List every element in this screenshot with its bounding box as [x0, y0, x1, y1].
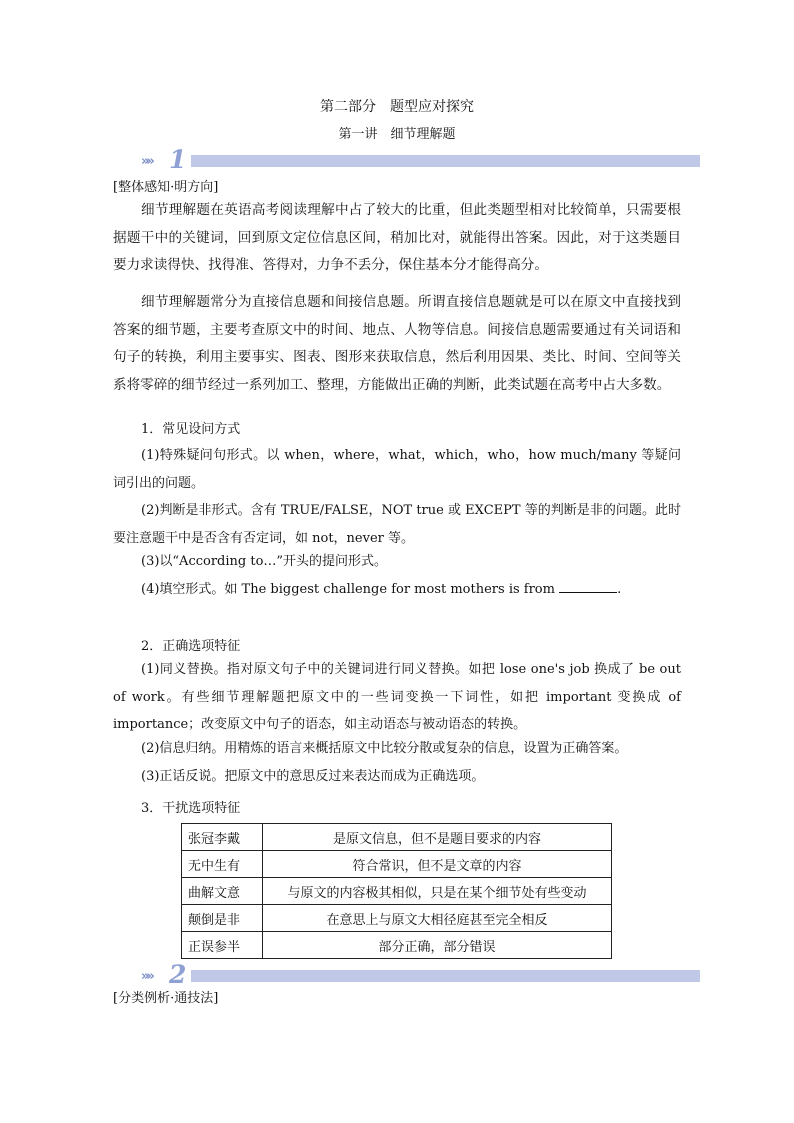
- table-row: [182, 878, 612, 905]
- table-cell-desc: 符合常识，但不是文章的内容: [263, 851, 612, 878]
- blank-end: .: [617, 582, 622, 597]
- intro-paragraph: 细节理解题在英语高考阅读理解中占了较大的比重，但此类题型相对比较简单，只需要根据题干中的关键词，回到原文定位信息区间，稍加比对，就能得出答案。因此，对于这类题目要力求读得快、找得准、答得对，力争不丢分，保住基本分才能得高分。: [113, 202, 681, 273]
- subsection-heading: 2．正确选项特征: [141, 639, 241, 654]
- section-band-1: [141, 145, 700, 174]
- subsection-heading: 3．干扰选项特征: [141, 801, 241, 816]
- table-cell-desc: 是原文信息，但不是题目要求的内容: [263, 824, 612, 851]
- section-number: 2: [169, 960, 187, 989]
- section-band-2: [141, 960, 700, 989]
- list-item: (3)以“According to…”开头的提问形式。: [141, 554, 388, 569]
- list-item-fill-blank: [141, 578, 621, 597]
- table-cell-desc: 在意思上与原文大相径庭甚至完全相反: [263, 905, 612, 932]
- table-row: [182, 905, 612, 932]
- fill-blank-line: [559, 580, 617, 593]
- list-item: (1)同义替换。指对原文句子中的关键词进行同义替换。如把 lose one's job 换成了 be out of work。有些细节理解题把原文中的一些词变换一下词性，如把 important 变换成 of importance；改变原文中句子的语态，如主动语态与被动语态的转换。: [113, 662, 681, 732]
- intro-paragraph: 细节理解题常分为直接信息题和间接信息题。所谓直接信息题就是可以在原文中直接找到答案的细节题，主要考查原文中的时间、地点、人物等信息。间接信息题需要通过有关词语和句子的转换，利用主要事实、图表、图形来获取信息，然后利用因果、类比、时间、空间等关系将零碎的细节经过一系列加工、整理，方能做出正确的判断，此类试题在高考中占大多数。: [113, 294, 681, 393]
- band-bar: [191, 970, 700, 982]
- table-row: [182, 851, 612, 878]
- distractor-table: [181, 823, 612, 959]
- double-arrow-icon: »»: [141, 154, 152, 169]
- table-cell-name: 张冠李戴: [182, 824, 263, 851]
- table-cell-name: 正误参半: [182, 932, 263, 959]
- list-item: (1)特殊疑问句形式。以 when，where，what，which，who，how much/many 等疑问词引出的问题。: [113, 448, 681, 491]
- subsection-heading: 1．常见设问方式: [141, 422, 241, 437]
- table-cell-desc: 部分正确，部分错误: [263, 932, 612, 959]
- table-cell-name: 曲解文意: [182, 878, 263, 905]
- table-row: [182, 932, 612, 959]
- table-cell-desc: 与原文的内容极其相似，只是在某个细节处有些变动: [263, 878, 612, 905]
- section-heading: [分类例析·通技法]: [113, 991, 219, 1006]
- table-row: [182, 824, 612, 851]
- table-cell-name: 颠倒是非: [182, 905, 263, 932]
- list-item: (2)信息归纳。用精炼的语言来概括原文中比较分散或复杂的信息，设置为正确答案。: [141, 741, 628, 756]
- section-number: 1: [169, 145, 187, 174]
- list-item-text: (4)填空形式。如 The biggest challenge for most mothers is from: [141, 582, 555, 597]
- list-item: (2)判断是非形式。含有 TRUE/FALSE，NOT true 或 EXCEPT 等的判断是非的问题。此时要注意题干中是否含有否定词，如 not，never 等。: [113, 503, 681, 546]
- double-arrow-icon: »»: [141, 969, 152, 984]
- section-heading: [整体感知·明方向]: [113, 180, 219, 195]
- part-title: 第二部分 题型应对探究: [320, 99, 474, 115]
- band-bar: [191, 155, 700, 167]
- table-cell-name: 无中生有: [182, 851, 263, 878]
- list-item: (3)正话反说。把原文中的意思反过来表达而成为正确选项。: [141, 769, 485, 784]
- lecture-title: 第一讲 细节理解题: [338, 127, 456, 142]
